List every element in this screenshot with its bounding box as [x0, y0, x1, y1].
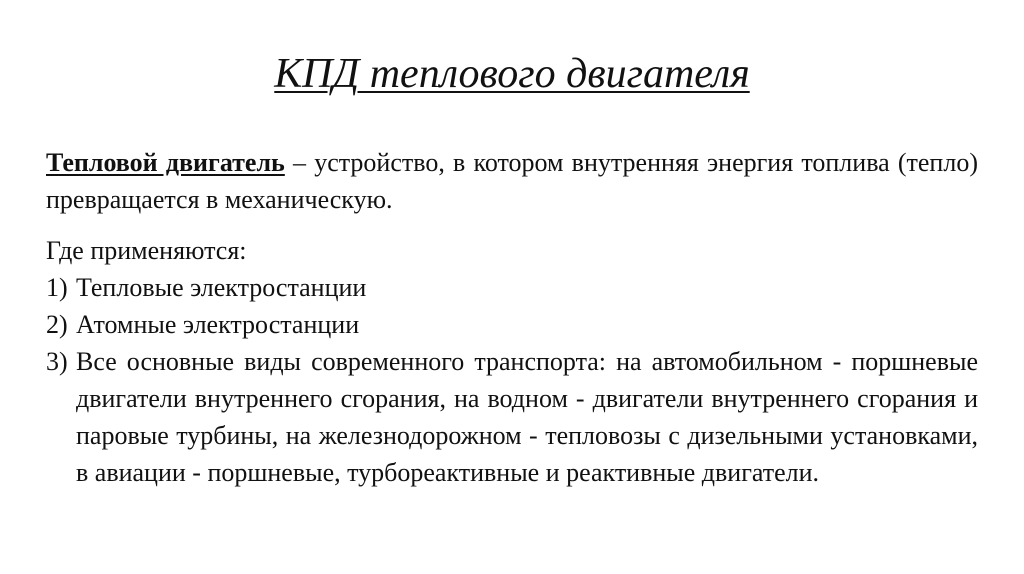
list-item-number: 3) — [46, 347, 68, 376]
list-item-number: 1) — [46, 273, 68, 302]
list-item-number: 2) — [46, 310, 68, 339]
where-heading: Где применяются: — [46, 236, 247, 265]
definition-term: Тепловой двигатель — [46, 148, 285, 177]
applications-list — [46, 269, 978, 491]
list-item — [46, 269, 978, 306]
list-item-text: Атомные электростанции — [76, 310, 360, 339]
definition-paragraph — [46, 144, 978, 218]
slide-title: КПД теплового двигателя — [274, 51, 750, 97]
list-item — [46, 343, 978, 491]
list-item-text: Тепловые электростанции — [76, 273, 367, 302]
list-item-text: Все основные виды современного транспорта: на автомобильном - поршневые двигатели внутреннего сгорания, на водном - двигатели внутреннего сгорания и паровые турбины, на железнодорожном - тепловозы с дизельными установками, в авиации - поршневые, турборeактивные и реактивные двигатели. — [76, 347, 978, 487]
slide-body — [46, 144, 978, 491]
list-item — [46, 306, 978, 343]
definition-text: – устройство, в котором внутренняя энергия топлива (тепло) превращается в механическую. — [46, 148, 978, 214]
